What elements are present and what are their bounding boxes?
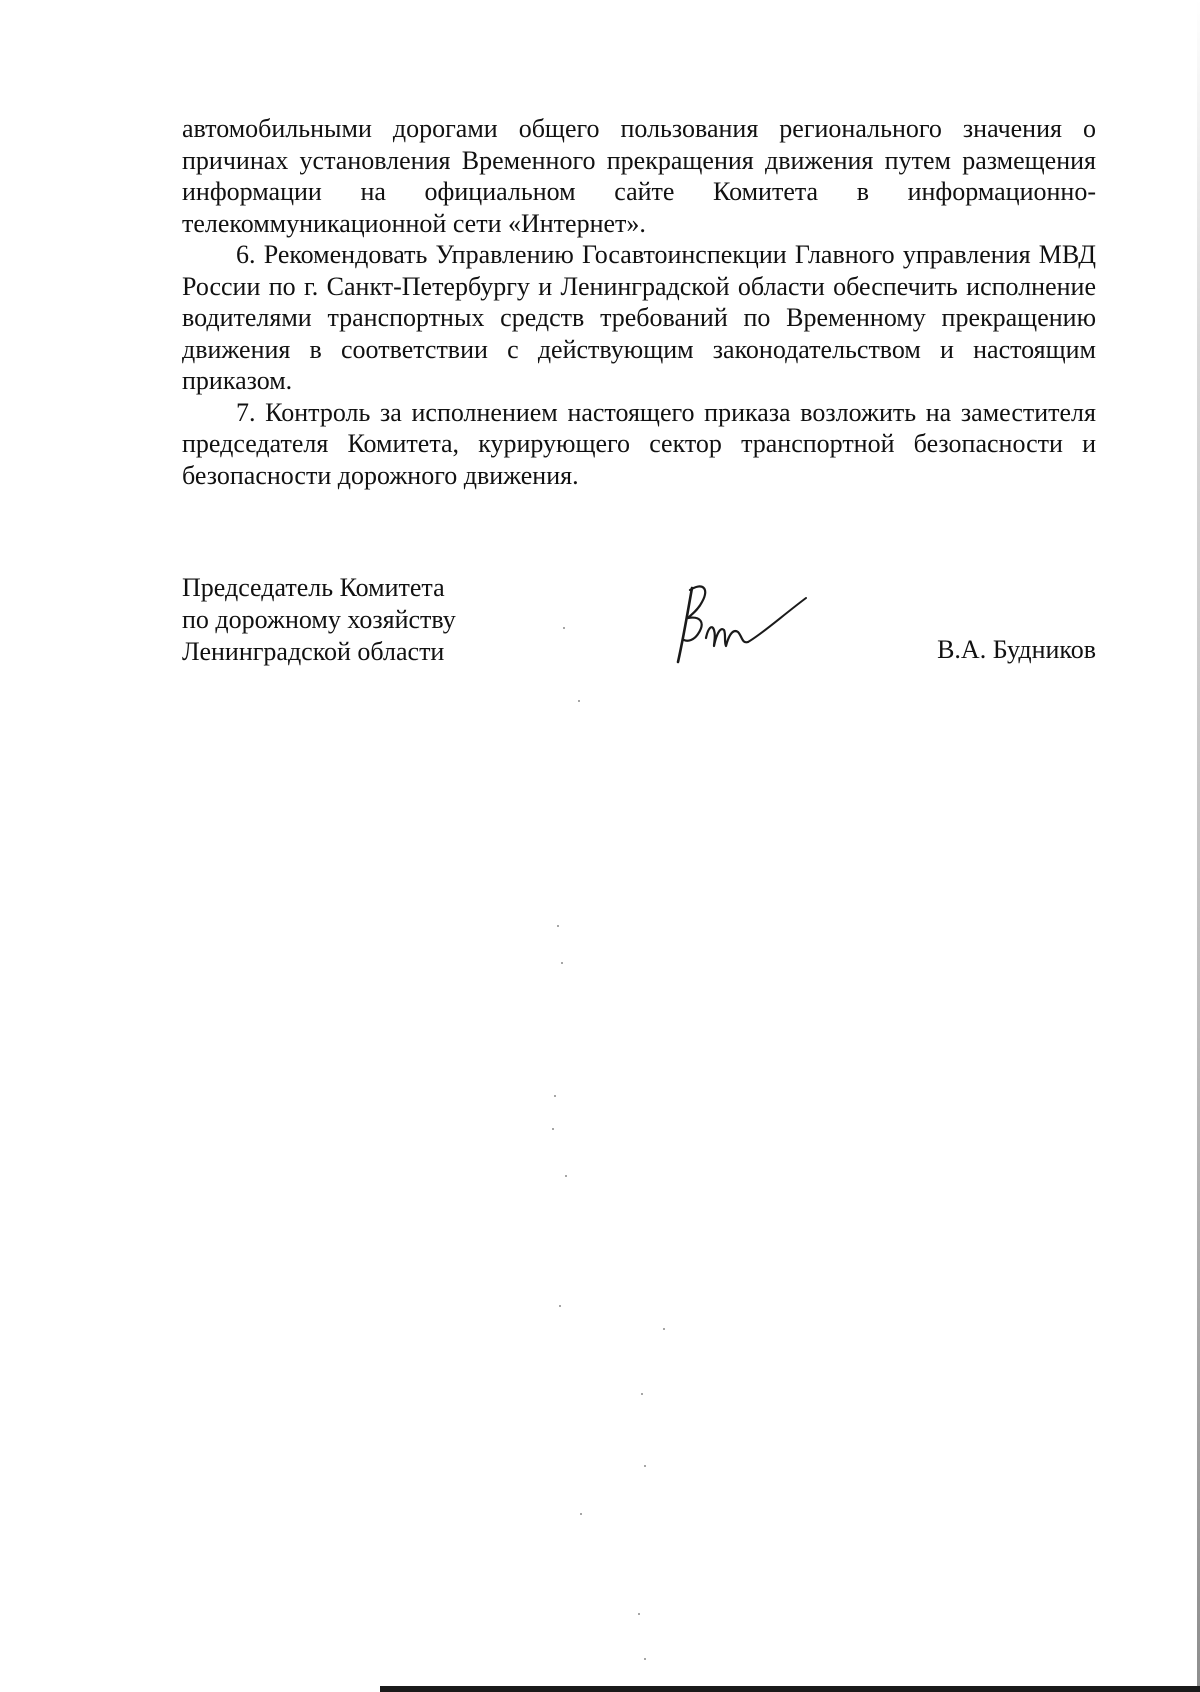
scan-speck [559, 1305, 561, 1307]
scan-speck [552, 1128, 554, 1130]
paragraph-continuation: автомобильными дорогами общего пользования регионального значения о причинах установления Временного прекращения движения путем размещения информации на официальном сайте Комитета в информационно-телекоммуникационной сети «Интернет». [182, 114, 1096, 238]
scan-speck [561, 962, 563, 964]
signer-position-line-1: Председатель Комитета [182, 573, 445, 602]
paragraph-item-7: 7. Контроль за исполнением настоящего приказа возложить на заместителя председателя Комитета, курирующего сектор транспортной безопасности и безопасности дорожного движения. [182, 397, 1096, 490]
signer-position [182, 572, 522, 668]
scan-speck [554, 1095, 556, 1097]
scan-speck [565, 1175, 567, 1177]
handwritten-signature [662, 580, 822, 670]
signer-position-line-2: по дорожному хозяйству [182, 605, 456, 634]
signer-position-line-3: Ленинградской области [182, 637, 445, 666]
scan-speck [644, 1658, 646, 1660]
scan-speck [578, 700, 580, 702]
signature-block [182, 572, 1096, 672]
paragraph-item-6: 6. Рекомендовать Управлению Госавтоинспекции Главного управления МВД России по г. Санкт-Петербургу и Ленинградской области обеспечить исполнение водителями транспортных средств требований по Временному прекращению движения в соответствии с действующим законодательством и настоящим приказом. [182, 240, 1096, 395]
scan-speck [638, 1613, 640, 1615]
document-body [182, 113, 1096, 491]
signer-name: В.А. Будников [937, 635, 1096, 664]
scan-speck [644, 1465, 646, 1467]
scan-edge-bottom [380, 1686, 1200, 1692]
scan-speck [580, 1513, 582, 1515]
scan-speck [557, 925, 559, 927]
scan-speck [641, 1393, 643, 1395]
scan-speck [663, 1328, 665, 1330]
scan-speck [563, 627, 565, 629]
